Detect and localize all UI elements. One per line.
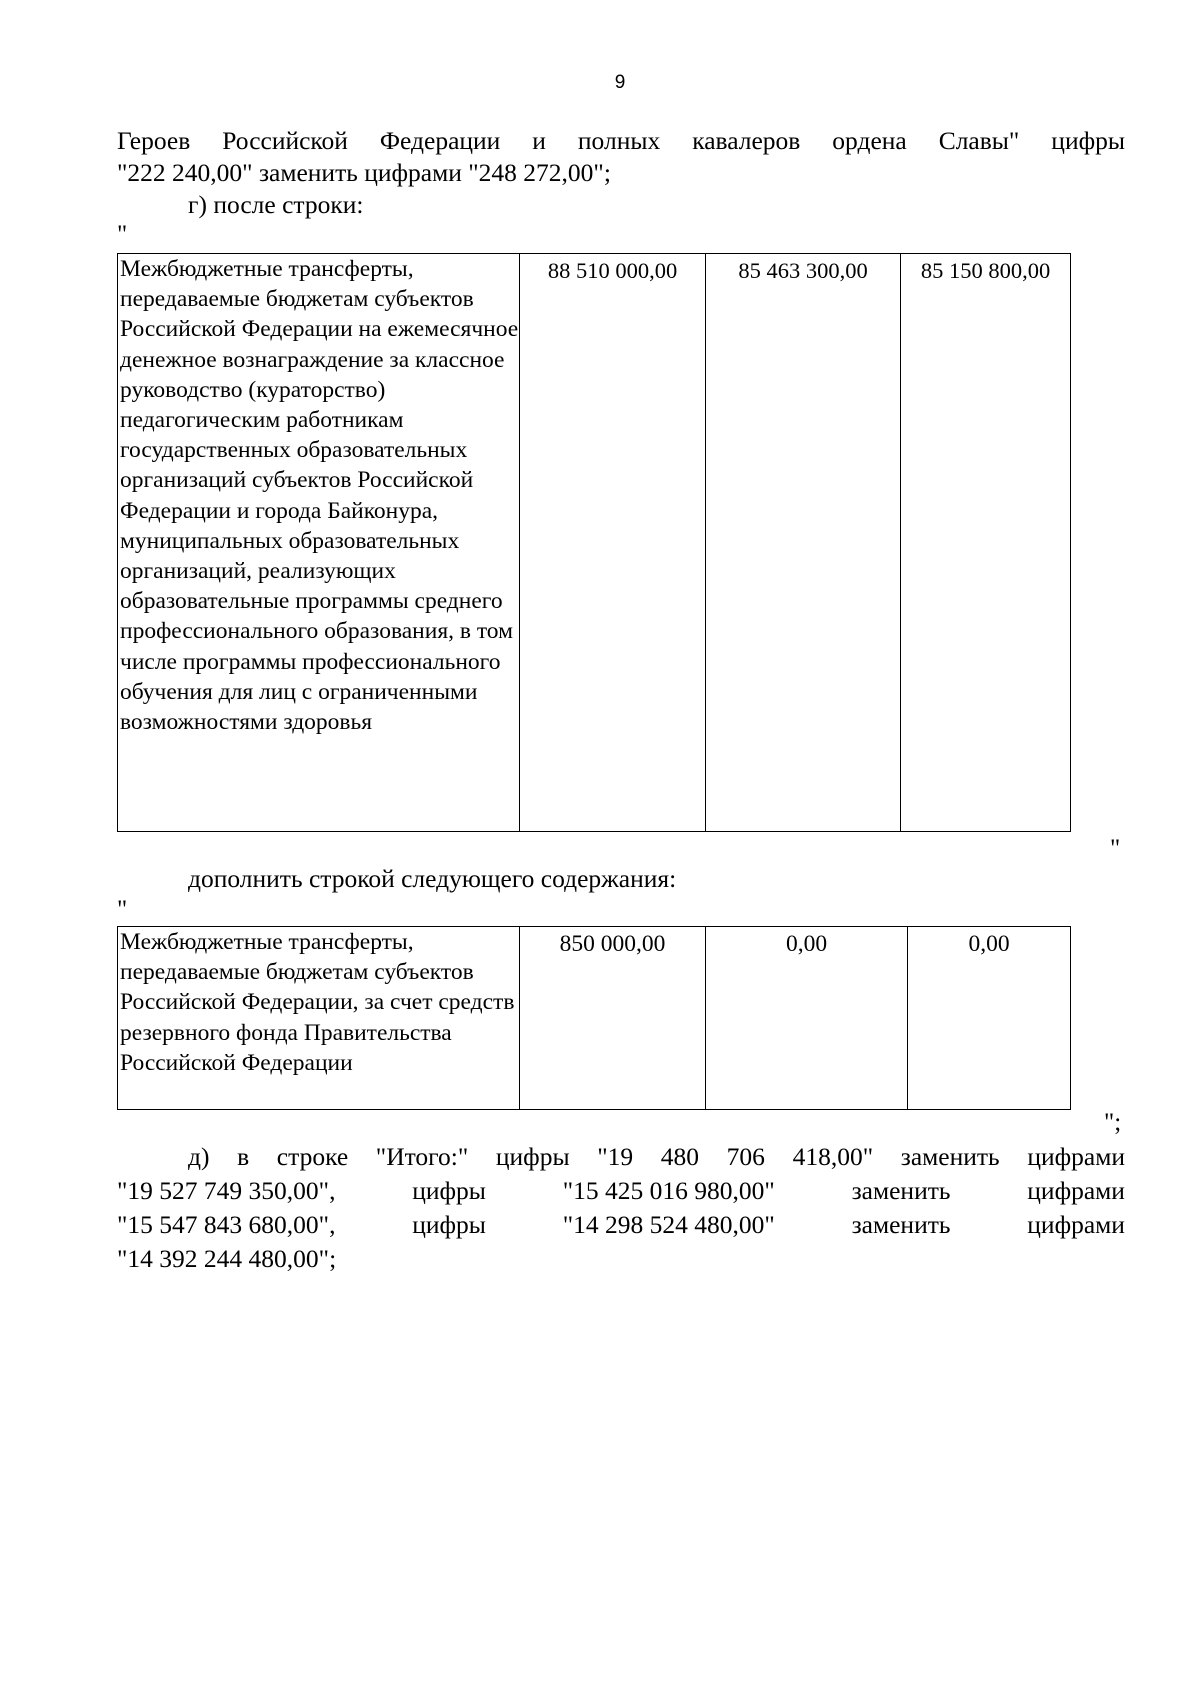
text-token: цифры [412, 1176, 486, 1205]
budget-table-original-row [117, 253, 1071, 832]
close-quote-semicolon: "; [1104, 1109, 1122, 1136]
row-name-cell: Межбюджетные трансферты, передаваемые бюджетам субъектов Российской Федерации на ежемесячное денежное вознаграждение за классное руководство (кураторство) педагогическим работникам государственных образовательных организаций субъектов Российской Федерации и города Байконура, муниципальных образовательных организаций, реализующих образовательные программы среднего профессионального образования, в том числе программы профессионального обучения для лиц с ограниченными возможностями здоровья [118, 254, 520, 832]
row-name-cell: Межбюджетные трансферты, передаваемые бюджетам субъектов Российской Федерации, за счет средств резервного фонда Правительства Российской Федерации [118, 927, 520, 1110]
value-cell-year1: 88 510 000,00 [520, 254, 706, 832]
text-token: "15 547 843 680,00", [117, 1210, 336, 1239]
text-token: "15 425 016 980,00" [562, 1176, 775, 1205]
value-cell-year3: 0,00 [908, 927, 1071, 1110]
item-d-line [117, 1210, 1125, 1240]
text-token: заменить [851, 1210, 951, 1239]
value-cell-year2: 85 463 300,00 [706, 254, 901, 832]
item-d-line [117, 1176, 1125, 1206]
text-token: цифрами [1027, 1210, 1125, 1239]
close-quote: " [1110, 835, 1121, 862]
text-token: "19 527 749 350,00", [117, 1176, 336, 1205]
paragraph-line: Героев Российской Федерации и полных кавалеров ордена Славы" цифры [117, 126, 1125, 155]
open-quote: " [117, 221, 128, 248]
text-token: "14 298 524 480,00" [562, 1210, 775, 1239]
text-token: цифры [412, 1210, 486, 1239]
paragraph-line: "222 240,00" заменить цифрами "248 272,00"; [117, 158, 611, 187]
value-cell-year3: 85 150 800,00 [901, 254, 1071, 832]
item-d-line: д) в строке "Итого:" цифры "19 480 706 418,00" заменить цифрами [188, 1142, 1125, 1171]
table-row [118, 927, 1071, 1110]
open-quote: " [117, 896, 128, 923]
value-cell-year2: 0,00 [706, 927, 908, 1110]
value-cell-year1: 850 000,00 [520, 927, 706, 1110]
table-row [118, 254, 1071, 832]
budget-table-new-row [117, 926, 1071, 1110]
text-token: заменить [851, 1176, 951, 1205]
page-number: 9 [614, 72, 626, 93]
text-token: цифрами [1027, 1176, 1125, 1205]
item-d-line: "14 392 244 480,00"; [117, 1244, 337, 1273]
item-g-heading: г) после строки: [188, 190, 364, 219]
add-row-instruction: дополнить строкой следующего содержания: [188, 864, 677, 893]
